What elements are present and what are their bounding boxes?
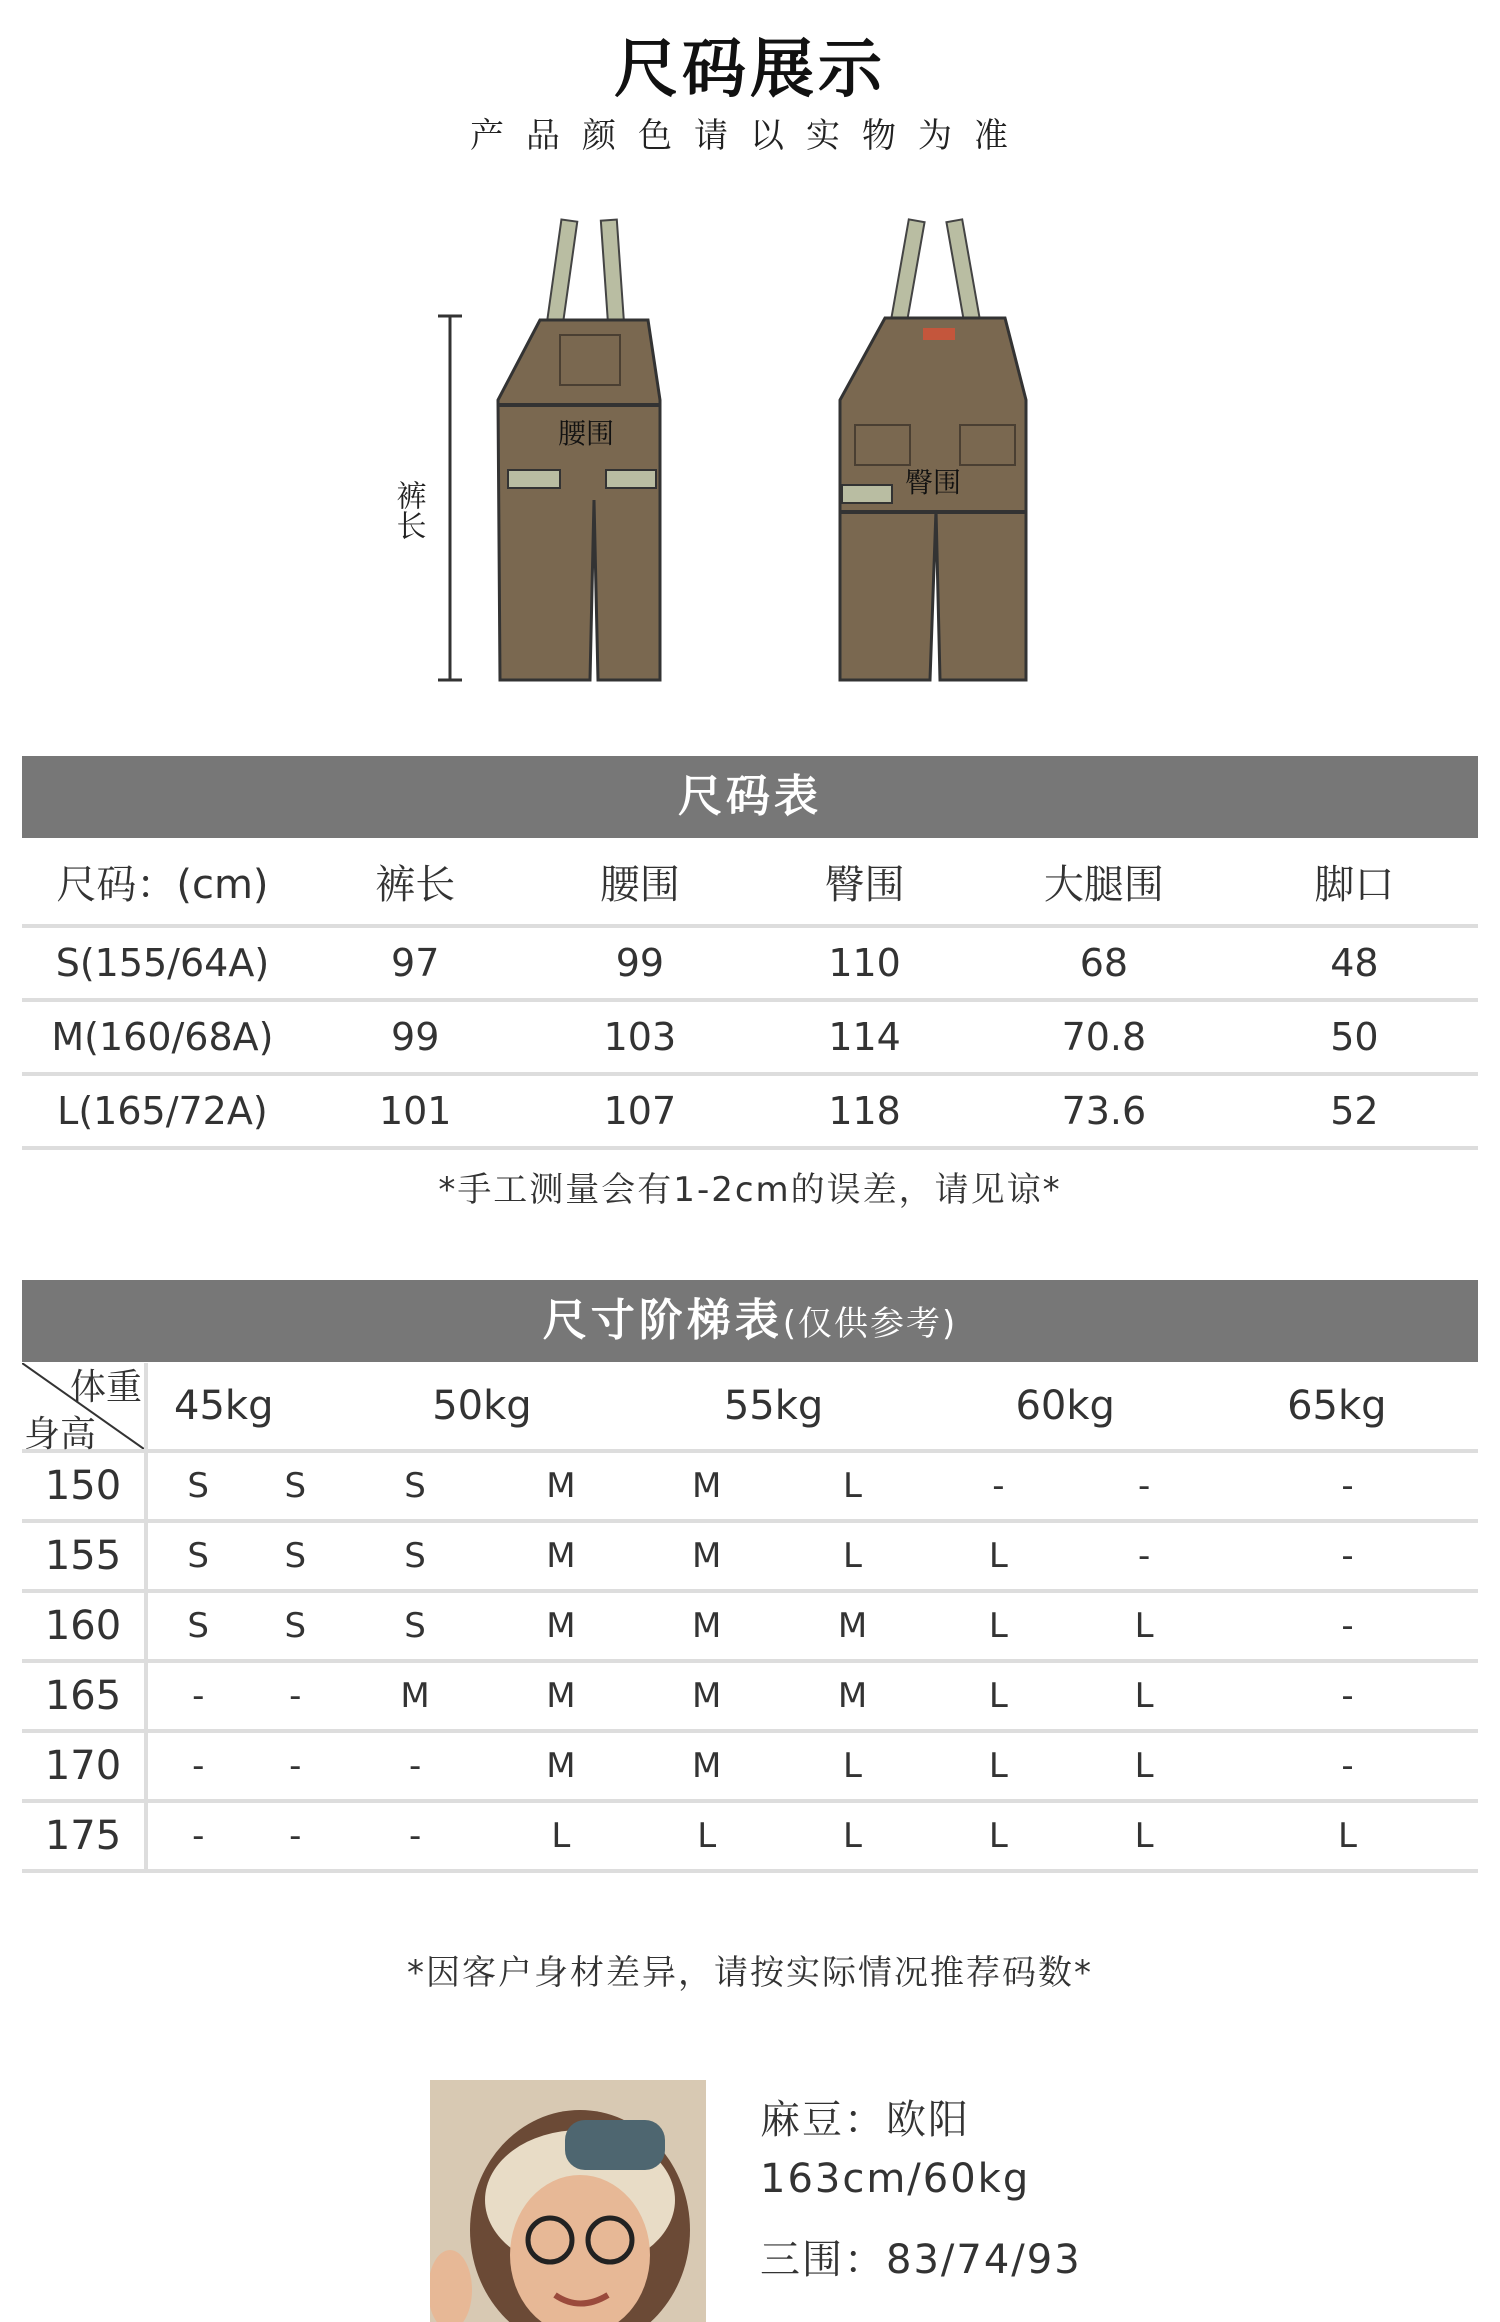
size-recommendation-cell: S — [248, 1521, 342, 1591]
size-cell: S(155/64A) — [22, 926, 303, 1000]
col-header: 腰围 — [528, 838, 753, 926]
model-name: 麻豆：欧阳 — [760, 2097, 970, 2143]
page-subtitle: 产品颜色请以实物为准 — [470, 116, 1030, 156]
size-recommendation-cell: L — [925, 1661, 1071, 1731]
table-row — [22, 1661, 1478, 1731]
value-cell: 70.8 — [977, 1000, 1231, 1074]
size-recommendation-cell: - — [248, 1731, 342, 1801]
col-header: 尺码：(cm) — [22, 838, 303, 926]
front-view — [498, 219, 660, 680]
size-recommendation-cell: - — [1217, 1521, 1478, 1591]
page-title: 尺码展示 — [614, 33, 886, 107]
size-recommendation-cell: M — [634, 1731, 780, 1801]
size-recommendation-cell: S — [146, 1451, 248, 1521]
size-recommendation-cell: L — [780, 1521, 926, 1591]
size-recommendation-cell: L — [1217, 1801, 1478, 1871]
value-cell: 73.6 — [977, 1074, 1231, 1148]
size-recommendation-cell: M — [488, 1661, 634, 1731]
size-recommendation-cell: - — [248, 1661, 342, 1731]
value-cell: 118 — [752, 1074, 977, 1148]
table-row — [22, 1731, 1478, 1801]
size-recommendation-cell: S — [146, 1591, 248, 1661]
size-recommendation-cell: - — [1217, 1661, 1478, 1731]
table-row — [22, 1801, 1478, 1871]
value-cell: 68 — [977, 926, 1231, 1000]
size-recommendation-cell: - — [146, 1731, 248, 1801]
table-row — [22, 1074, 1478, 1148]
size-recommendation-cell: - — [1217, 1731, 1478, 1801]
measure-note: *手工测量会有1-2cm的误差，请见谅* — [438, 1170, 1062, 1210]
height-cell: 170 — [22, 1731, 146, 1801]
size-recommendation-cell: L — [780, 1731, 926, 1801]
height-cell: 175 — [22, 1801, 146, 1871]
size-recommendation-cell: M — [488, 1451, 634, 1521]
value-cell: 97 — [303, 926, 528, 1000]
size-recommendation-cell: - — [342, 1731, 488, 1801]
size-recommendation-cell: S — [342, 1451, 488, 1521]
waist-label: 腰围 — [558, 417, 615, 450]
size-recommendation-cell: L — [1071, 1801, 1217, 1871]
size-recommendation-cell: M — [488, 1731, 634, 1801]
size-recommendation-cell: M — [634, 1661, 780, 1731]
table-row — [22, 1363, 1478, 1451]
size-recommendation-cell: - — [1217, 1591, 1478, 1661]
value-cell: 52 — [1231, 1074, 1478, 1148]
ladder-table — [22, 1363, 1478, 1873]
size-recommendation-cell: - — [1071, 1521, 1217, 1591]
col-header: 臀围 — [752, 838, 977, 926]
value-cell: 114 — [752, 1000, 977, 1074]
size-table — [22, 838, 1478, 1150]
model-height-weight: 163cm/60kg — [760, 2156, 1031, 2202]
back-view — [840, 219, 1026, 680]
size-table-header: 尺码表 — [22, 756, 1478, 838]
size-recommendation-cell: M — [634, 1451, 780, 1521]
size-recommendation-cell: L — [925, 1521, 1071, 1591]
value-cell: 99 — [528, 926, 753, 1000]
size-recommendation-cell: - — [342, 1801, 488, 1871]
size-recommendation-cell: L — [780, 1451, 926, 1521]
weight-header: 45kg — [146, 1363, 342, 1451]
size-recommendation-cell: L — [925, 1591, 1071, 1661]
col-header: 大腿围 — [977, 838, 1231, 926]
size-recommendation-cell: M — [488, 1591, 634, 1661]
size-recommendation-cell: M — [488, 1521, 634, 1591]
weight-corner: 体重 — [69, 1367, 142, 1408]
col-header: 脚口 — [1231, 838, 1478, 926]
overalls-diagram — [380, 200, 1120, 700]
size-recommendation-cell: M — [780, 1661, 926, 1731]
size-recommendation-cell: S — [146, 1521, 248, 1591]
size-cell: L(165/72A) — [22, 1074, 303, 1148]
size-cell: M(160/68A) — [22, 1000, 303, 1074]
size-recommendation-cell: L — [1071, 1731, 1217, 1801]
weight-header: 65kg — [1217, 1363, 1478, 1451]
ladder-title: 尺寸阶梯表 — [542, 1295, 783, 1346]
table-row — [22, 1521, 1478, 1591]
size-recommendation-cell: - — [248, 1801, 342, 1871]
size-recommendation-cell: L — [1071, 1591, 1217, 1661]
value-cell: 101 — [303, 1074, 528, 1148]
model-photo — [430, 2080, 706, 2322]
value-cell: 107 — [528, 1074, 753, 1148]
table-row — [22, 1591, 1478, 1661]
corner-cell — [22, 1363, 146, 1455]
size-recommendation-cell: S — [342, 1521, 488, 1591]
size-recommendation-cell: M — [342, 1661, 488, 1731]
hip-label: 臀围 — [905, 466, 962, 499]
size-recommendation-cell: M — [780, 1591, 926, 1661]
value-cell: 110 — [752, 926, 977, 1000]
size-recommendation-cell: - — [146, 1661, 248, 1731]
size-recommendation-cell: - — [925, 1451, 1071, 1521]
size-recommendation-cell: - — [146, 1801, 248, 1871]
size-recommendation-cell: L — [925, 1731, 1071, 1801]
height-cell: 165 — [22, 1661, 146, 1731]
col-header: 裤长 — [303, 838, 528, 926]
size-recommendation-cell: - — [1071, 1451, 1217, 1521]
size-recommendation-cell: S — [342, 1591, 488, 1661]
size-recommendation-cell: M — [634, 1591, 780, 1661]
model-measurements: 三围：83/74/93 — [760, 2237, 1082, 2283]
fit-note: *因客户身材差异，请按实际情况推荐码数* — [407, 1953, 1093, 1993]
height-corner: 身高 — [24, 1414, 97, 1455]
size-recommendation-cell: L — [780, 1801, 926, 1871]
weight-header: 55kg — [634, 1363, 926, 1451]
height-cell: 150 — [22, 1451, 146, 1521]
ladder-title-suffix: (仅供参考) — [782, 1304, 958, 1344]
table-row — [22, 1451, 1478, 1521]
height-cell: 160 — [22, 1591, 146, 1661]
size-recommendation-cell: L — [488, 1801, 634, 1871]
size-recommendation-cell: L — [634, 1801, 780, 1871]
table-row — [22, 1000, 1478, 1074]
value-cell: 50 — [1231, 1000, 1478, 1074]
weight-header: 50kg — [342, 1363, 634, 1451]
size-recommendation-cell: M — [634, 1521, 780, 1591]
size-recommendation-cell: L — [925, 1801, 1071, 1871]
size-recommendation-cell: - — [1217, 1451, 1478, 1521]
size-recommendation-cell: S — [248, 1591, 342, 1661]
value-cell: 48 — [1231, 926, 1478, 1000]
size-recommendation-cell: S — [248, 1451, 342, 1521]
size-recommendation-cell: L — [1071, 1661, 1217, 1731]
table-row — [22, 926, 1478, 1000]
ladder-table-header — [22, 1280, 1478, 1362]
table-row — [22, 838, 1478, 926]
length-label: 裤长 — [390, 480, 426, 540]
value-cell: 99 — [303, 1000, 528, 1074]
weight-header: 60kg — [925, 1363, 1217, 1451]
value-cell: 103 — [528, 1000, 753, 1074]
height-cell: 155 — [22, 1521, 146, 1591]
